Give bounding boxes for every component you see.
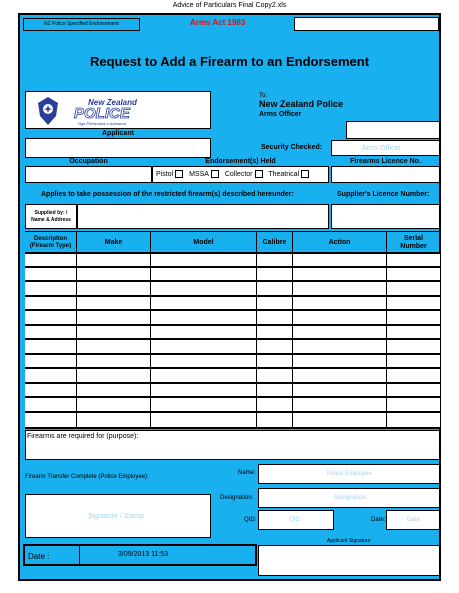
applicant-signature-input[interactable] — [258, 545, 440, 576]
firearms-licence-input[interactable] — [331, 166, 440, 183]
date-label: Date : — [28, 552, 50, 561]
occupation-input[interactable] — [25, 166, 152, 183]
date-value-box — [79, 546, 255, 564]
col-header-action: Action — [293, 232, 387, 253]
table-row[interactable] — [25, 398, 440, 413]
table-row[interactable] — [25, 384, 440, 398]
column-divider — [256, 254, 257, 427]
applicant-label: Applicant — [102, 129, 134, 137]
firearms-licence-label: Firearms Licence No. — [350, 157, 421, 165]
table-row[interactable] — [25, 355, 440, 369]
security-checked-input[interactable]: Arms Officer — [331, 140, 440, 156]
column-divider — [386, 254, 387, 427]
occupation-label: Occupation — [69, 157, 108, 165]
qid-input[interactable]: QID — [258, 510, 334, 530]
mssa-checkbox[interactable] — [211, 170, 219, 178]
table-row[interactable] — [25, 282, 440, 297]
endorsements-label: Endorsement(s) Held — [205, 157, 276, 165]
table-row[interactable] — [25, 340, 440, 355]
arms-act: Arms Act 1983 — [190, 18, 246, 27]
designation-input[interactable]: Designation — [258, 488, 440, 508]
designation-label: Designation: — [220, 495, 254, 501]
police-employee-input[interactable]: Police Employee — [258, 464, 440, 484]
applies-text: Applies to take possession of the restricted firearm(s) described hereunder: — [41, 191, 294, 198]
endorsements-box — [152, 166, 329, 183]
name-label: Name: — [238, 470, 256, 476]
to-role: Arms Officer — [259, 111, 302, 118]
firearm-table-body — [25, 254, 440, 429]
top-right-input[interactable] — [294, 17, 439, 31]
table-row[interactable] — [25, 268, 440, 282]
col-header-calibre: Calibre — [257, 232, 293, 253]
table-row[interactable] — [25, 254, 440, 268]
collector-checkbox[interactable] — [255, 170, 263, 178]
date-small-label: Date: — [371, 517, 386, 523]
collector-option-label: Collector — [224, 171, 253, 178]
column-divider — [150, 254, 151, 427]
supplier-licence-input[interactable] — [331, 204, 440, 229]
supplied-by-label-box: Supplied by: / Name & Address — [25, 204, 77, 229]
table-row[interactable] — [25, 413, 440, 427]
purpose-label: Firearms are required for (purpose): — [27, 433, 139, 440]
logo-line1: New Zealand — [88, 98, 137, 107]
column-divider — [292, 254, 293, 427]
logo-line2: POLICE — [74, 105, 130, 122]
mssa-option-label: MSSA — [189, 171, 209, 178]
to-label: To: — [259, 93, 268, 99]
pistol-option-label: Pistol — [156, 171, 174, 178]
theatrical-option-label: Theatrical — [268, 171, 300, 178]
transfer-label: Firearm Transfer Complete (Police Employee): — [25, 474, 149, 480]
date-row — [23, 544, 257, 566]
police-logo-box — [25, 91, 211, 129]
table-row[interactable] — [25, 297, 440, 311]
supplied-by-input[interactable] — [77, 204, 329, 229]
table-row[interactable] — [25, 311, 440, 326]
supplier-licence-label: Supplier's Licence Number: — [337, 191, 430, 198]
pistol-checkbox[interactable] — [175, 170, 183, 178]
theatrical-checkbox[interactable] — [301, 170, 309, 178]
logo-tagline: Nga Pirihimana o Aotearoa — [78, 121, 126, 126]
col-header-description: Description (Firearm Type) — [25, 232, 77, 253]
applicant-input[interactable] — [25, 138, 211, 158]
purpose-input[interactable] — [25, 430, 440, 460]
table-row[interactable] — [25, 369, 440, 384]
table-row[interactable] — [25, 326, 440, 340]
police-crest-icon — [36, 96, 60, 126]
date-small-input[interactable]: Date — [386, 510, 440, 530]
security-checked-label: Security Checked: — [261, 144, 323, 151]
firearm-table-header — [25, 231, 440, 254]
date-value: 3/09/2013 11:53 — [118, 551, 169, 558]
col-header-serial: Serial Number — [400, 235, 427, 250]
signature-stamp-box[interactable]: Signature / Stamp — [25, 494, 211, 538]
form-title: Request to Add a Firearm to an Endorsement — [89, 54, 370, 69]
to-name: New Zealand Police — [259, 99, 344, 109]
col-header-model: Model — [151, 232, 257, 253]
to-input[interactable] — [346, 121, 440, 139]
column-divider — [76, 254, 77, 427]
qid-label: QID: — [244, 517, 257, 523]
file-title: Advice of Particulars Final Copy2.xls — [172, 2, 287, 9]
col-header-make: Make — [77, 232, 151, 253]
applicant-signature-label: Applicant Signature: — [327, 538, 372, 544]
top-left-box: NZ Police Specified Endorsement — [23, 18, 140, 31]
